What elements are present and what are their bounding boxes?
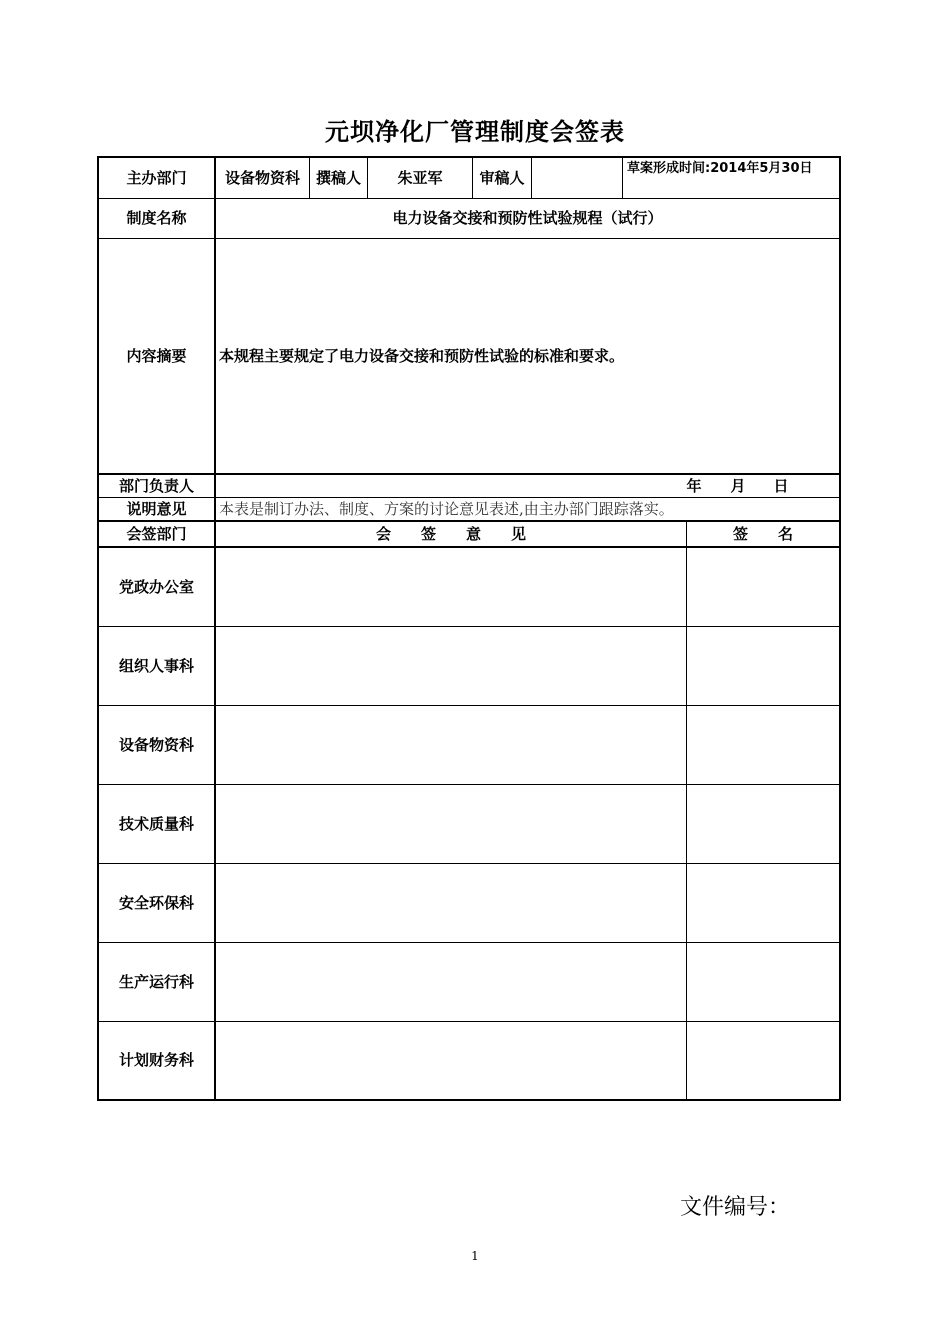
countersign-sign-header: 签 名 (732, 524, 793, 543)
opinion-cell[interactable] (216, 1022, 686, 1099)
regulation-name: 电力设备交接和预防性试验规程（试行） (392, 209, 663, 227)
countersign-dept-header: 会签部门 (126, 524, 187, 543)
dept-head-label: 部门负责人 (118, 476, 194, 495)
signature-cell[interactable] (687, 943, 839, 1021)
draft-time: 草案形成时间:2014年5月30日 (627, 161, 813, 176)
signature-cell[interactable] (687, 864, 839, 942)
signature-cell[interactable] (687, 548, 839, 626)
opinion-cell[interactable] (216, 943, 686, 1021)
drafter-label: 撰稿人 (315, 169, 361, 187)
opinion-cell[interactable] (216, 627, 686, 705)
opinion-cell[interactable] (216, 864, 686, 942)
table-right-border (839, 156, 841, 1101)
regulation-label: 制度名称 (126, 209, 187, 227)
summary-text: 本规程主要规定了电力设备交接和预防性试验的标准和要求。 (219, 346, 625, 365)
dept-row-label: 党政办公室 (118, 577, 194, 596)
dept-row-label: 计划财务科 (118, 1051, 194, 1069)
drafter-value: 朱亚军 (397, 169, 443, 187)
date-day: 日 (773, 476, 789, 495)
signature-cell[interactable] (687, 785, 839, 863)
date-year: 年 (686, 476, 702, 495)
note-label: 说明意见 (126, 499, 187, 518)
dept-row-label: 安全环保科 (118, 893, 194, 912)
column-divider (622, 156, 623, 199)
page-number: 1 (471, 1249, 479, 1263)
dept-row-label: 设备物资科 (118, 735, 194, 754)
date-month: 月 (730, 476, 746, 495)
dept-row-label: 生产运行科 (118, 972, 194, 991)
file-number-label: 文件编号： (680, 1195, 791, 1220)
countersign-opinion-header: 会 签 意 见 (375, 524, 526, 543)
opinion-cell[interactable] (216, 548, 686, 626)
table-bottom-border (97, 1099, 841, 1101)
page-title: 元坝净化厂管理制度会签表 (325, 118, 625, 146)
signature-cell[interactable] (687, 627, 839, 705)
signature-cell[interactable] (687, 706, 839, 784)
note-text: 本表是制订办法、制度、方案的讨论意见表述,由主办部门跟踪落实。 (219, 499, 674, 518)
signature-cell[interactable] (687, 1022, 839, 1099)
opinion-cell[interactable] (216, 785, 686, 863)
opinion-cell[interactable] (216, 706, 686, 784)
dept-row-label: 组织人事科 (118, 656, 194, 675)
dept-row-label: 技术质量科 (118, 814, 194, 833)
dept-value: 设备物资科 (224, 169, 300, 187)
summary-label: 内容摘要 (126, 346, 187, 365)
reviewer-label: 审稿人 (479, 169, 525, 187)
dept-label: 主办部门 (126, 169, 187, 187)
reviewer-value[interactable] (532, 158, 622, 199)
